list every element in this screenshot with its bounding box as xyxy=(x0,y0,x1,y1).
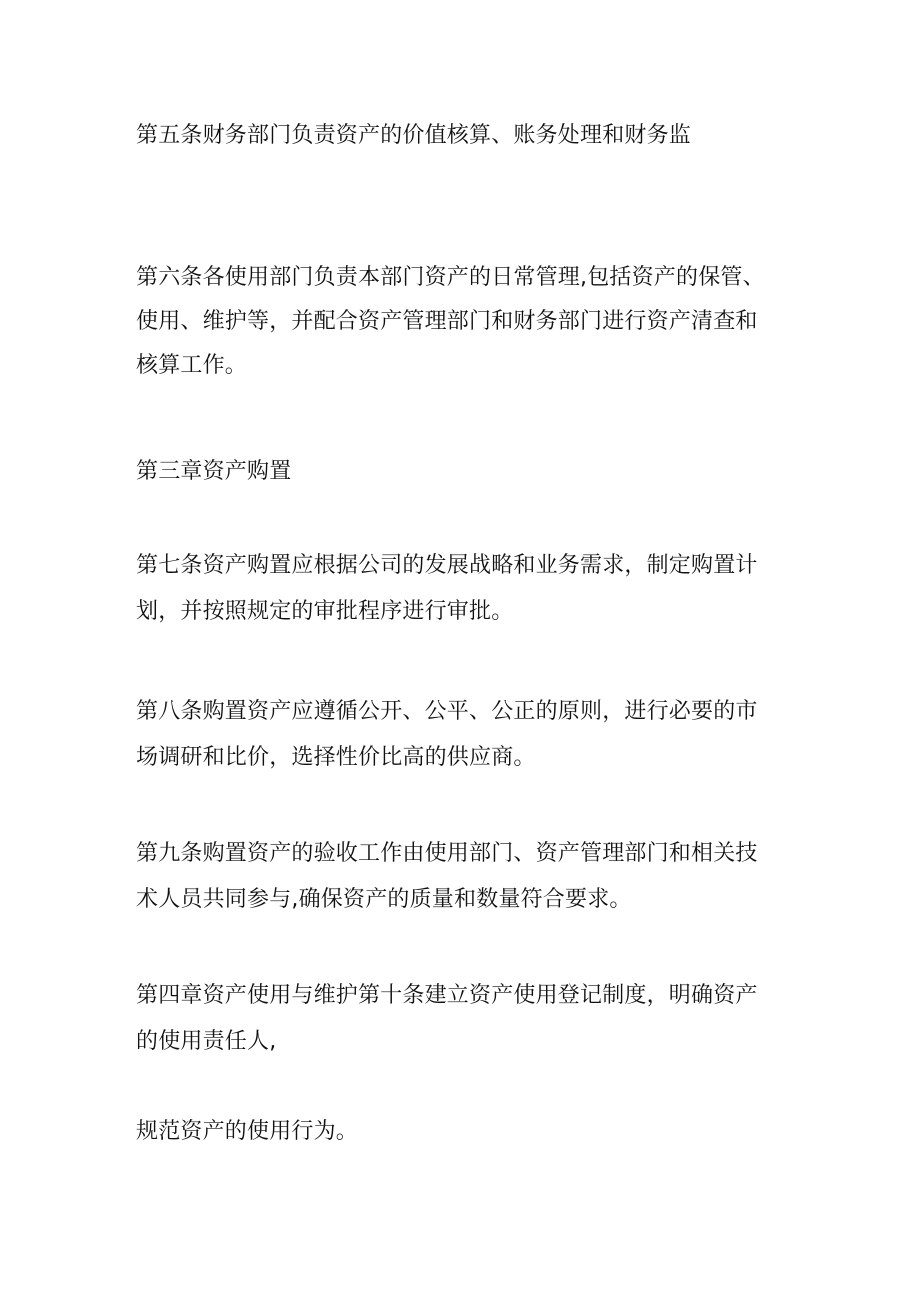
article-6-paragraph xyxy=(136,258,796,386)
text-line: 第六条各使用部门负责本部门资产的日常管理,包括资产的保管、 xyxy=(136,265,765,290)
text-line: 场调研和比价，选择性价比高的供应商。 xyxy=(136,745,536,770)
text-line: 第九条购置资产的验收工作由使用部门、资产管理部门和相关技 xyxy=(136,841,758,866)
article-7-paragraph xyxy=(136,546,796,632)
text-line: 第三章资产购置 xyxy=(136,459,292,484)
text-line: 规范资产的使用行为。 xyxy=(136,1119,359,1144)
text-line: 第八条购置资产应遵循公开、公平、公正的原则，进行必要的市 xyxy=(136,699,758,724)
text-line: 的使用责任人, xyxy=(136,1029,277,1054)
chapter-4-article-10-paragraph xyxy=(136,976,796,1062)
text-line: 第四章资产使用与维护第十条建立资产使用登记制度，明确资产 xyxy=(136,983,758,1008)
article-5-paragraph xyxy=(136,116,796,156)
text-line: 术人员共同参与,确保资产的质量和数量符合要求。 xyxy=(136,887,632,912)
article-8-paragraph xyxy=(136,692,796,778)
text-line: 使用、维护等，并配合资产管理部门和财务部门进行资产清查和 xyxy=(136,309,758,334)
chapter-3-heading xyxy=(136,452,796,492)
text-line: 核算工作。 xyxy=(136,353,248,378)
usage-behavior-paragraph xyxy=(136,1112,796,1152)
text-line: 第五条财务部门负责资产的价值核算、账务处理和财务监 xyxy=(136,123,692,148)
text-line: 第七条资产购置应根据公司的发展战略和业务需求，制定购置计 xyxy=(136,553,758,578)
article-9-paragraph xyxy=(136,834,796,920)
text-line: 划，并按照规定的审批程序进行审批。 xyxy=(136,599,514,624)
